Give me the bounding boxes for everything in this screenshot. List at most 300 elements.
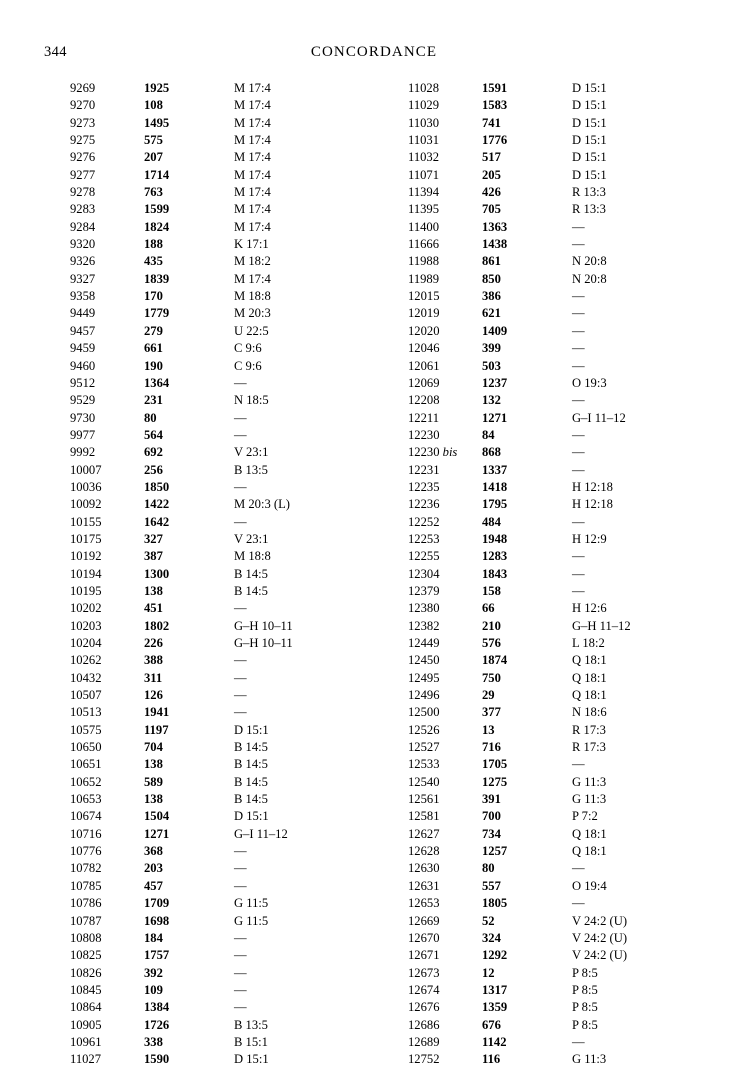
entries-table-right xyxy=(408,82,682,1071)
cell-number: 80 xyxy=(482,861,495,876)
table-row xyxy=(408,134,682,151)
cell-number: 1257 xyxy=(482,844,508,859)
cell-index: 12628 xyxy=(408,844,440,859)
cell-reference: G 11:5 xyxy=(234,913,269,928)
cell-number: 1237 xyxy=(482,375,508,390)
table-row xyxy=(70,862,344,879)
table-row xyxy=(70,151,344,168)
cell-number: 392 xyxy=(144,965,163,980)
cell-reference: L 18:2 xyxy=(572,636,605,650)
cell-reference: — xyxy=(572,1034,585,1049)
cell-index: 10826 xyxy=(70,965,102,980)
cell-number: 1409 xyxy=(482,323,508,338)
cell-reference: — xyxy=(234,601,247,616)
cell-reference: — xyxy=(572,583,585,598)
table-row xyxy=(408,880,682,897)
cell-index: 12231 xyxy=(408,462,440,477)
cell-reference: N 20:8 xyxy=(572,254,607,269)
cell-reference: C 9:6 xyxy=(234,358,262,373)
cell-index: 12526 xyxy=(408,722,440,737)
table-row xyxy=(408,1053,682,1070)
cell-index: 9284 xyxy=(70,219,96,234)
cell-number: 1698 xyxy=(144,913,170,928)
cell-index: 12015 xyxy=(408,289,440,304)
cell-reference: P 8:5 xyxy=(572,1017,598,1032)
table-row xyxy=(70,464,344,481)
table-row xyxy=(408,1001,682,1018)
cell-number: 231 xyxy=(144,393,163,408)
cell-index: 12669 xyxy=(408,913,440,928)
cell-number: 676 xyxy=(482,1017,501,1032)
cell-number: 1599 xyxy=(144,202,170,217)
cell-reference: — xyxy=(572,462,585,477)
table-row xyxy=(408,776,682,793)
cell-index: 9283 xyxy=(70,202,96,217)
cell-reference: V 24:2 (U) xyxy=(572,913,628,928)
table-row xyxy=(70,516,344,533)
cell-number: 80 xyxy=(144,410,157,425)
cell-index: 12380 xyxy=(408,601,440,616)
cell-reference: R 13:3 xyxy=(572,185,606,200)
table-row xyxy=(408,221,682,238)
cell-reference: M 20:3 xyxy=(234,306,271,321)
cell-reference: — xyxy=(572,549,585,564)
table-row xyxy=(408,446,682,463)
table-row xyxy=(408,706,682,723)
table-row xyxy=(408,360,682,377)
table-row xyxy=(408,568,682,585)
cell-number: 1364 xyxy=(144,375,170,390)
table-row xyxy=(70,828,344,845)
table-row xyxy=(70,1001,344,1018)
cell-number: 557 xyxy=(482,878,501,893)
cell-reference: — xyxy=(572,896,585,911)
cell-index: 10716 xyxy=(70,826,102,841)
cell-index: 11071 xyxy=(408,167,440,182)
cell-number: 84 xyxy=(482,427,495,442)
cell-index: 12304 xyxy=(408,566,440,581)
cell-reference: — xyxy=(234,948,247,963)
table-row xyxy=(70,273,344,290)
cell-reference: — xyxy=(572,427,585,442)
cell-index: 10262 xyxy=(70,653,102,668)
cell-reference: D 15:1 xyxy=(234,722,269,737)
cell-reference: N 18:6 xyxy=(572,705,607,720)
table-row xyxy=(70,602,344,619)
cell-index: 9269 xyxy=(70,81,96,95)
table-row xyxy=(70,724,344,741)
cell-reference: — xyxy=(572,393,585,408)
table-row xyxy=(70,498,344,515)
table-row xyxy=(70,949,344,966)
cell-index: 10513 xyxy=(70,705,102,720)
cell-index: 9358 xyxy=(70,289,96,304)
table-row xyxy=(408,967,682,984)
table-row xyxy=(70,412,344,429)
table-row xyxy=(408,342,682,359)
cell-number: 621 xyxy=(482,306,501,321)
table-row xyxy=(70,967,344,984)
cell-number: 138 xyxy=(144,792,163,807)
cell-number: 1418 xyxy=(482,479,508,494)
cell-index: 10845 xyxy=(70,982,102,997)
cell-index: 9992 xyxy=(70,445,96,460)
cell-index: 10808 xyxy=(70,930,102,945)
cell-number: 1438 xyxy=(482,237,508,252)
cell-number: 1714 xyxy=(144,167,170,182)
cell-reference: G–H 11–12 xyxy=(572,618,631,633)
table-row xyxy=(408,550,682,567)
cell-reference: Q 18:1 xyxy=(572,653,607,668)
cell-index: 9449 xyxy=(70,306,96,321)
cell-index: 10650 xyxy=(70,740,102,755)
cell-number: 1275 xyxy=(482,774,508,789)
cell-reference: — xyxy=(234,670,247,685)
cell-index: 11032 xyxy=(408,150,440,165)
table-row xyxy=(408,117,682,134)
cell-number: 391 xyxy=(482,792,501,807)
cell-reference: — xyxy=(234,653,247,668)
cell-index: 10192 xyxy=(70,549,102,564)
cell-index: 9529 xyxy=(70,393,96,408)
table-row xyxy=(70,325,344,342)
cell-reference: G 11:3 xyxy=(572,774,607,789)
table-row xyxy=(70,238,344,255)
cell-number: 850 xyxy=(482,271,501,286)
cell-index: 11989 xyxy=(408,271,440,286)
cell-reference: — xyxy=(572,566,585,581)
cell-number: 457 xyxy=(144,878,163,893)
cell-index: 12253 xyxy=(408,531,440,546)
cell-number: 564 xyxy=(144,427,163,442)
table-row xyxy=(70,741,344,758)
cell-reference: M 18:8 xyxy=(234,289,271,304)
cell-index: 10787 xyxy=(70,913,102,928)
cell-reference: Q 18:1 xyxy=(572,670,607,685)
cell-index: 12527 xyxy=(408,740,440,755)
cell-index: 12495 xyxy=(408,670,440,685)
cell-index: 12581 xyxy=(408,809,440,824)
table-row xyxy=(70,897,344,914)
cell-number: 184 xyxy=(144,930,163,945)
table-row xyxy=(408,862,682,879)
table-row xyxy=(70,654,344,671)
cell-index: 9977 xyxy=(70,427,96,442)
cell-reference: V 24:2 (U) xyxy=(572,948,628,963)
cell-number: 1802 xyxy=(144,618,170,633)
cell-reference: — xyxy=(234,1000,247,1015)
table-row xyxy=(70,620,344,637)
cell-index: 9270 xyxy=(70,98,96,113)
cell-index: 11666 xyxy=(408,237,440,252)
cell-reference: G 11:3 xyxy=(572,1052,607,1067)
cell-reference: R 17:3 xyxy=(572,722,606,737)
cell-number: 256 xyxy=(144,462,163,477)
cell-reference: — xyxy=(234,844,247,859)
table-row xyxy=(70,99,344,116)
cell-index: 12208 xyxy=(408,393,440,408)
table-row xyxy=(70,932,344,949)
table-row xyxy=(408,845,682,862)
table-row xyxy=(408,1019,682,1036)
cell-reference: M 17:4 xyxy=(234,271,271,286)
cell-number: 190 xyxy=(144,358,163,373)
right-column xyxy=(374,82,748,1071)
cell-index: 12630 xyxy=(408,861,440,876)
cell-reference: — xyxy=(572,306,585,321)
cell-number: 388 xyxy=(144,653,163,668)
cell-number: 1850 xyxy=(144,479,170,494)
table-row xyxy=(70,637,344,654)
cell-index: 10155 xyxy=(70,514,102,529)
cell-number: 1359 xyxy=(482,1000,508,1015)
cell-reference: D 15:1 xyxy=(572,150,607,165)
cell-number: 426 xyxy=(482,185,501,200)
running-head: CONCORDANCE xyxy=(310,44,438,60)
table-row xyxy=(408,186,682,203)
cell-index: 12236 xyxy=(408,497,440,512)
table-row xyxy=(408,273,682,290)
table-row xyxy=(408,307,682,324)
cell-number: 387 xyxy=(144,549,163,564)
cell-index: 11395 xyxy=(408,202,440,217)
cell-reference: — xyxy=(234,705,247,720)
cell-number: 517 xyxy=(482,150,501,165)
cell-index: 10036 xyxy=(70,479,102,494)
cell-reference: O 19:3 xyxy=(572,375,607,390)
cell-index: 12235 xyxy=(408,479,440,494)
cell-reference: M 17:4 xyxy=(234,219,271,234)
cell-number: 1948 xyxy=(482,531,508,546)
table-row xyxy=(70,377,344,394)
cell-number: 1776 xyxy=(482,133,508,148)
cell-index: 11394 xyxy=(408,185,440,200)
cell-number: 1839 xyxy=(144,271,170,286)
cell-reference: G–I 11–12 xyxy=(234,826,288,841)
cell-number: 1422 xyxy=(144,497,170,512)
cell-number: 1271 xyxy=(144,826,170,841)
cell-reference: — xyxy=(234,688,247,703)
cell-index: 9326 xyxy=(70,254,96,269)
table-row xyxy=(70,186,344,203)
cell-index: 12382 xyxy=(408,618,440,633)
cell-number: 1757 xyxy=(144,948,170,963)
cell-number: 126 xyxy=(144,688,163,703)
cell-index: 11030 xyxy=(408,115,440,130)
cell-number: 692 xyxy=(144,445,163,460)
cell-number: 138 xyxy=(144,757,163,772)
cell-index: 10674 xyxy=(70,809,102,824)
cell-index: 11031 xyxy=(408,133,440,148)
cell-index: 12069 xyxy=(408,375,440,390)
cell-reference: M 17:4 xyxy=(234,115,271,130)
cell-reference: B 14:5 xyxy=(234,583,268,598)
table-row xyxy=(70,82,344,99)
cell-reference: H 12:6 xyxy=(572,601,607,616)
cell-reference: M 18:8 xyxy=(234,549,271,564)
table-row xyxy=(70,984,344,1001)
table-row xyxy=(408,99,682,116)
cell-reference: M 17:4 xyxy=(234,81,271,95)
cell-reference: M 17:4 xyxy=(234,167,271,182)
table-row xyxy=(70,446,344,463)
cell-number: 377 xyxy=(482,705,501,720)
cell-index: 10575 xyxy=(70,722,102,737)
cell-index: 12255 xyxy=(408,549,440,564)
cell-reference: — xyxy=(234,965,247,980)
cell-index: 9278 xyxy=(70,185,96,200)
cell-reference: — xyxy=(234,410,247,425)
cell-index: 12046 xyxy=(408,341,440,356)
table-row xyxy=(70,307,344,324)
cell-number: 386 xyxy=(482,289,501,304)
table-row xyxy=(70,169,344,186)
cell-reference: B 14:5 xyxy=(234,774,268,789)
cell-reference: — xyxy=(572,323,585,338)
cell-reference: — xyxy=(572,289,585,304)
cell-number: 1705 xyxy=(482,757,508,772)
cell-reference: — xyxy=(572,237,585,252)
cell-number: 108 xyxy=(144,98,163,113)
table-row xyxy=(408,637,682,654)
cell-number: 52 xyxy=(482,913,495,928)
cell-number: 210 xyxy=(482,618,501,633)
table-row xyxy=(70,758,344,775)
cell-index: 12670 xyxy=(408,930,440,945)
cell-index: 12230 xyxy=(408,427,440,442)
cell-reference: — xyxy=(234,982,247,997)
cell-number: 734 xyxy=(482,826,501,841)
table-row xyxy=(70,360,344,377)
cell-number: 158 xyxy=(482,583,501,598)
cell-reference: D 15:1 xyxy=(572,167,607,182)
cell-number: 138 xyxy=(144,583,163,598)
cell-index: 11988 xyxy=(408,254,440,269)
cell-reference: R 17:3 xyxy=(572,740,606,755)
left-column xyxy=(0,82,374,1071)
cell-number: 1591 xyxy=(482,81,508,95)
cell-reference: G–H 10–11 xyxy=(234,636,293,650)
cell-reference: — xyxy=(234,375,247,390)
table-row xyxy=(408,481,682,498)
cell-number: 575 xyxy=(144,133,163,148)
table-row xyxy=(70,255,344,272)
table-row xyxy=(408,498,682,515)
cell-index: 10092 xyxy=(70,497,102,512)
table-row xyxy=(70,793,344,810)
table-row xyxy=(70,845,344,862)
cell-reference: R 13:3 xyxy=(572,202,606,217)
table-row xyxy=(408,828,682,845)
cell-index: 12686 xyxy=(408,1017,440,1032)
cell-index: 12673 xyxy=(408,965,440,980)
table-row xyxy=(408,585,682,602)
table-row xyxy=(70,776,344,793)
cell-index: 10786 xyxy=(70,896,102,911)
table-row xyxy=(408,429,682,446)
cell-number: 338 xyxy=(144,1034,163,1049)
cell-index: 12752 xyxy=(408,1052,440,1067)
cell-reference: N 18:5 xyxy=(234,393,269,408)
cell-number: 205 xyxy=(482,167,501,182)
cell-reference: O 19:4 xyxy=(572,878,607,893)
cell-index: 10776 xyxy=(70,844,102,859)
cell-reference: Q 18:1 xyxy=(572,844,607,859)
table-row xyxy=(408,412,682,429)
cell-number: 503 xyxy=(482,358,501,373)
cell-reference: B 13:5 xyxy=(234,462,268,477)
cell-reference: M 20:3 (L) xyxy=(234,497,290,512)
cell-index: 9730 xyxy=(70,410,96,425)
cell-number: 700 xyxy=(482,809,501,824)
cell-reference: — xyxy=(234,427,247,442)
cell-index: 9512 xyxy=(70,375,96,390)
cell-index: 12653 xyxy=(408,896,440,911)
cell-number: 1874 xyxy=(482,653,508,668)
table-row xyxy=(408,290,682,307)
table-row xyxy=(408,1036,682,1053)
table-row xyxy=(408,932,682,949)
cell-reference: P 8:5 xyxy=(572,1000,598,1015)
cell-index: 10782 xyxy=(70,861,102,876)
cell-number: 203 xyxy=(144,861,163,876)
cell-reference: — xyxy=(572,341,585,356)
cell-reference: D 15:1 xyxy=(572,133,607,148)
table-row xyxy=(70,550,344,567)
cell-index: 10203 xyxy=(70,618,102,633)
table-row xyxy=(70,810,344,827)
cell-number: 576 xyxy=(482,636,501,650)
cell-reference: H 12:9 xyxy=(572,531,607,546)
cell-reference: H 12:18 xyxy=(572,479,613,494)
cell-index: 10202 xyxy=(70,601,102,616)
cell-number: 1642 xyxy=(144,514,170,529)
table-row xyxy=(70,706,344,723)
cell-number: 451 xyxy=(144,601,163,616)
cell-reference: M 17:4 xyxy=(234,202,271,217)
cell-index: 9276 xyxy=(70,150,96,165)
cell-number: 1795 xyxy=(482,497,508,512)
cell-reference: — xyxy=(572,358,585,373)
cell-number: 868 xyxy=(482,445,501,460)
cell-number: 1363 xyxy=(482,219,508,234)
cell-reference: B 14:5 xyxy=(234,757,268,772)
cell-reference: B 15:1 xyxy=(234,1034,268,1049)
cell-index: 9457 xyxy=(70,323,96,338)
cell-number: 324 xyxy=(482,930,501,945)
cell-index: 12230 bis xyxy=(408,445,458,460)
cell-index: 12211 xyxy=(408,410,440,425)
cell-reference: B 14:5 xyxy=(234,566,268,581)
cell-reference: — xyxy=(234,514,247,529)
cell-reference: M 17:4 xyxy=(234,185,271,200)
cell-index: 9320 xyxy=(70,237,96,252)
cell-number: 1271 xyxy=(482,410,508,425)
cell-index: 10864 xyxy=(70,1000,102,1015)
cell-number: 399 xyxy=(482,341,501,356)
cell-index: 10194 xyxy=(70,566,102,581)
cell-index: 11028 xyxy=(408,81,440,95)
cell-index: 10785 xyxy=(70,878,102,893)
cell-reference: P 7:2 xyxy=(572,809,598,824)
table-row xyxy=(408,793,682,810)
table-row xyxy=(408,255,682,272)
cell-reference: V 23:1 xyxy=(234,445,269,460)
table-row xyxy=(408,533,682,550)
table-row xyxy=(408,238,682,255)
cell-reference: D 15:1 xyxy=(572,98,607,113)
table-row xyxy=(70,1036,344,1053)
